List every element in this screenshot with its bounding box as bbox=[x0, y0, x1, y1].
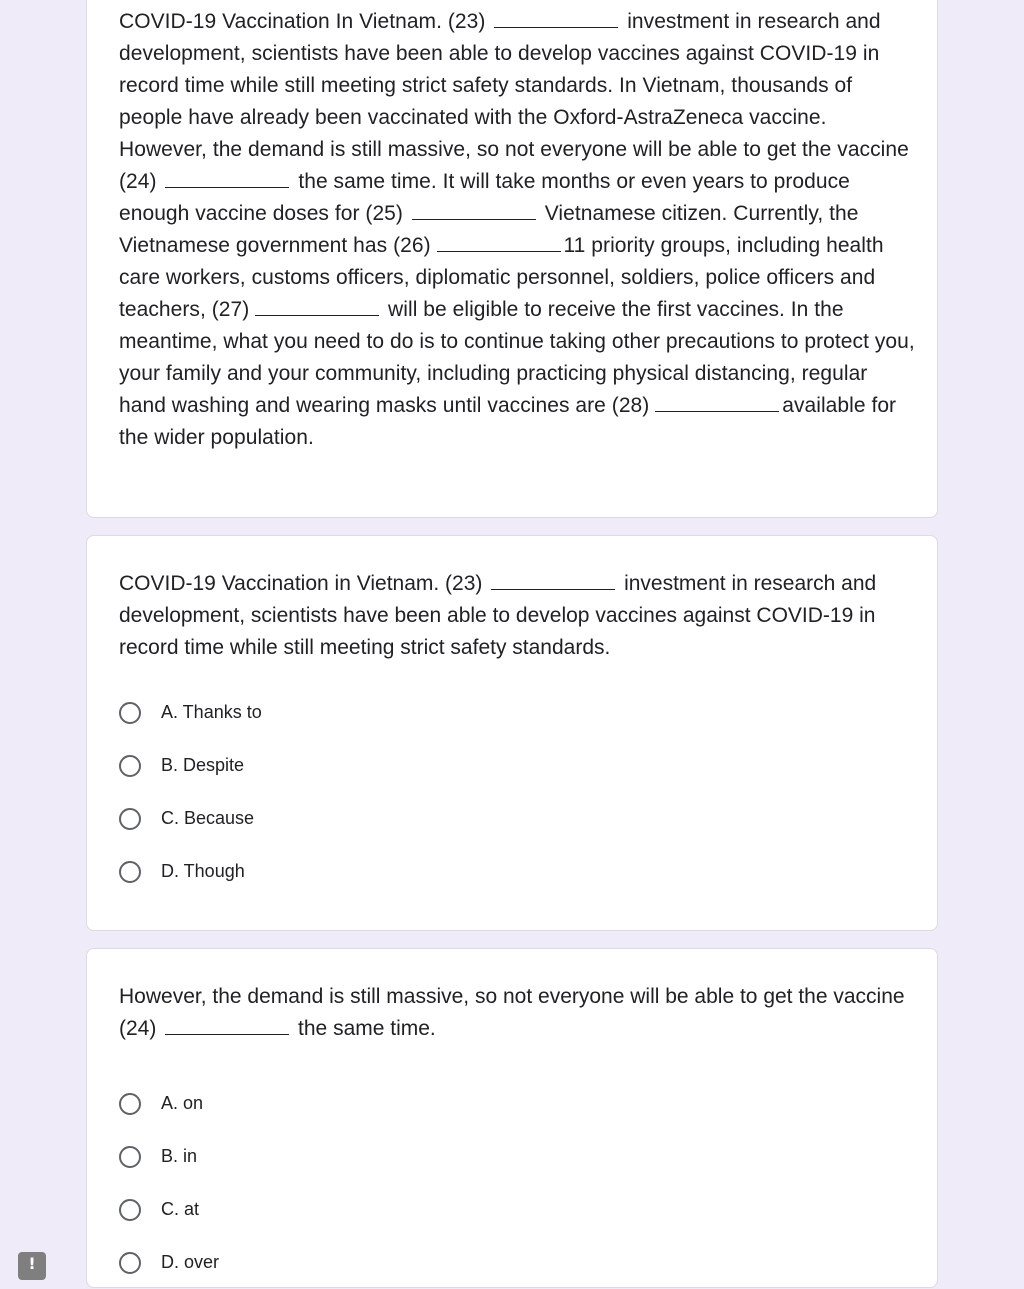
option-thanks-to[interactable] bbox=[119, 686, 262, 739]
question-text bbox=[119, 568, 919, 664]
passage-segment: investment in research and development, scientists have been able to develop vaccines against COVID-19 in record time while still meeting strict safety standards. In Vietnam, thousands of people have already been vaccinated with the Oxford-AstraZeneca vaccine. However, the demand is still massive, so not everyone will be able to get the vaccine (24) bbox=[119, 10, 909, 193]
option-label: C. at bbox=[161, 1199, 200, 1219]
option-label: D. over bbox=[161, 1252, 220, 1272]
option-though[interactable] bbox=[119, 845, 262, 898]
blank-24 bbox=[165, 1014, 289, 1035]
blank-27 bbox=[255, 295, 379, 316]
passage-text bbox=[119, 6, 919, 454]
radio-button[interactable] bbox=[119, 1252, 141, 1274]
option-at[interactable] bbox=[119, 1183, 219, 1236]
option-label: D. Though bbox=[161, 861, 245, 881]
question-card-24 bbox=[86, 948, 938, 1288]
radio-button[interactable] bbox=[119, 861, 141, 883]
blank-26 bbox=[437, 231, 561, 252]
option-label: A. Thanks to bbox=[161, 702, 262, 722]
passage-segment: will be eligible to receive the first vaccines. In the meantime, what you need to do is to continue taking other precautions to protect you, your family and your community, including practicing physical distancing, regular hand washing and wearing masks until vaccines are (28) bbox=[119, 298, 915, 417]
question-text-before: However, the demand is still massive, so not everyone will be able to get the vaccine (24) bbox=[119, 985, 905, 1040]
passage-segment: available for the wider population. bbox=[119, 394, 897, 449]
passage-card bbox=[86, 0, 938, 518]
passage-segment: the same time. It will take months or even years to produce enough vaccine doses for (25) bbox=[119, 170, 850, 225]
alert-badge-icon[interactable]: ! bbox=[18, 1252, 46, 1280]
passage-segment: COVID-19 Vaccination In Vietnam. (23) bbox=[119, 10, 486, 33]
radio-button[interactable] bbox=[119, 1146, 141, 1168]
passage-segment: Vietnamese citizen. Currently, the Vietnamese government has (26) bbox=[119, 202, 859, 257]
passage-segment: 11 priority groups, including health care workers, customs officers, diplomatic personnel, soldiers, police officers and teachers, (27) bbox=[119, 234, 884, 321]
options-group bbox=[119, 686, 262, 898]
option-label: B. Despite bbox=[161, 755, 245, 775]
option-in[interactable] bbox=[119, 1130, 219, 1183]
option-label: A. on bbox=[161, 1093, 204, 1113]
radio-button[interactable] bbox=[119, 1199, 141, 1221]
option-over[interactable] bbox=[119, 1236, 219, 1289]
blank-24 bbox=[165, 167, 289, 188]
options-group bbox=[119, 1077, 219, 1289]
blank-28 bbox=[655, 391, 779, 412]
question-text-after: investment in research and development, scientists have been able to develop vaccines against COVID-19 in record time while still meeting strict safety standards. bbox=[119, 572, 877, 659]
radio-button[interactable] bbox=[119, 1093, 141, 1115]
option-despite[interactable] bbox=[119, 739, 262, 792]
question-text-after: the same time. bbox=[298, 1017, 436, 1040]
option-on[interactable] bbox=[119, 1077, 219, 1130]
radio-button[interactable] bbox=[119, 755, 141, 777]
option-label: C. Because bbox=[161, 808, 255, 828]
blank-23 bbox=[494, 7, 618, 28]
question-text bbox=[119, 981, 919, 1045]
blank-23 bbox=[491, 569, 615, 590]
radio-button[interactable] bbox=[119, 808, 141, 830]
question-text-before: COVID-19 Vaccination in Vietnam. (23) bbox=[119, 572, 483, 595]
option-because[interactable] bbox=[119, 792, 262, 845]
blank-25 bbox=[412, 199, 536, 220]
question-card-23 bbox=[86, 535, 938, 931]
option-label: B. in bbox=[161, 1146, 198, 1166]
radio-button[interactable] bbox=[119, 702, 141, 724]
